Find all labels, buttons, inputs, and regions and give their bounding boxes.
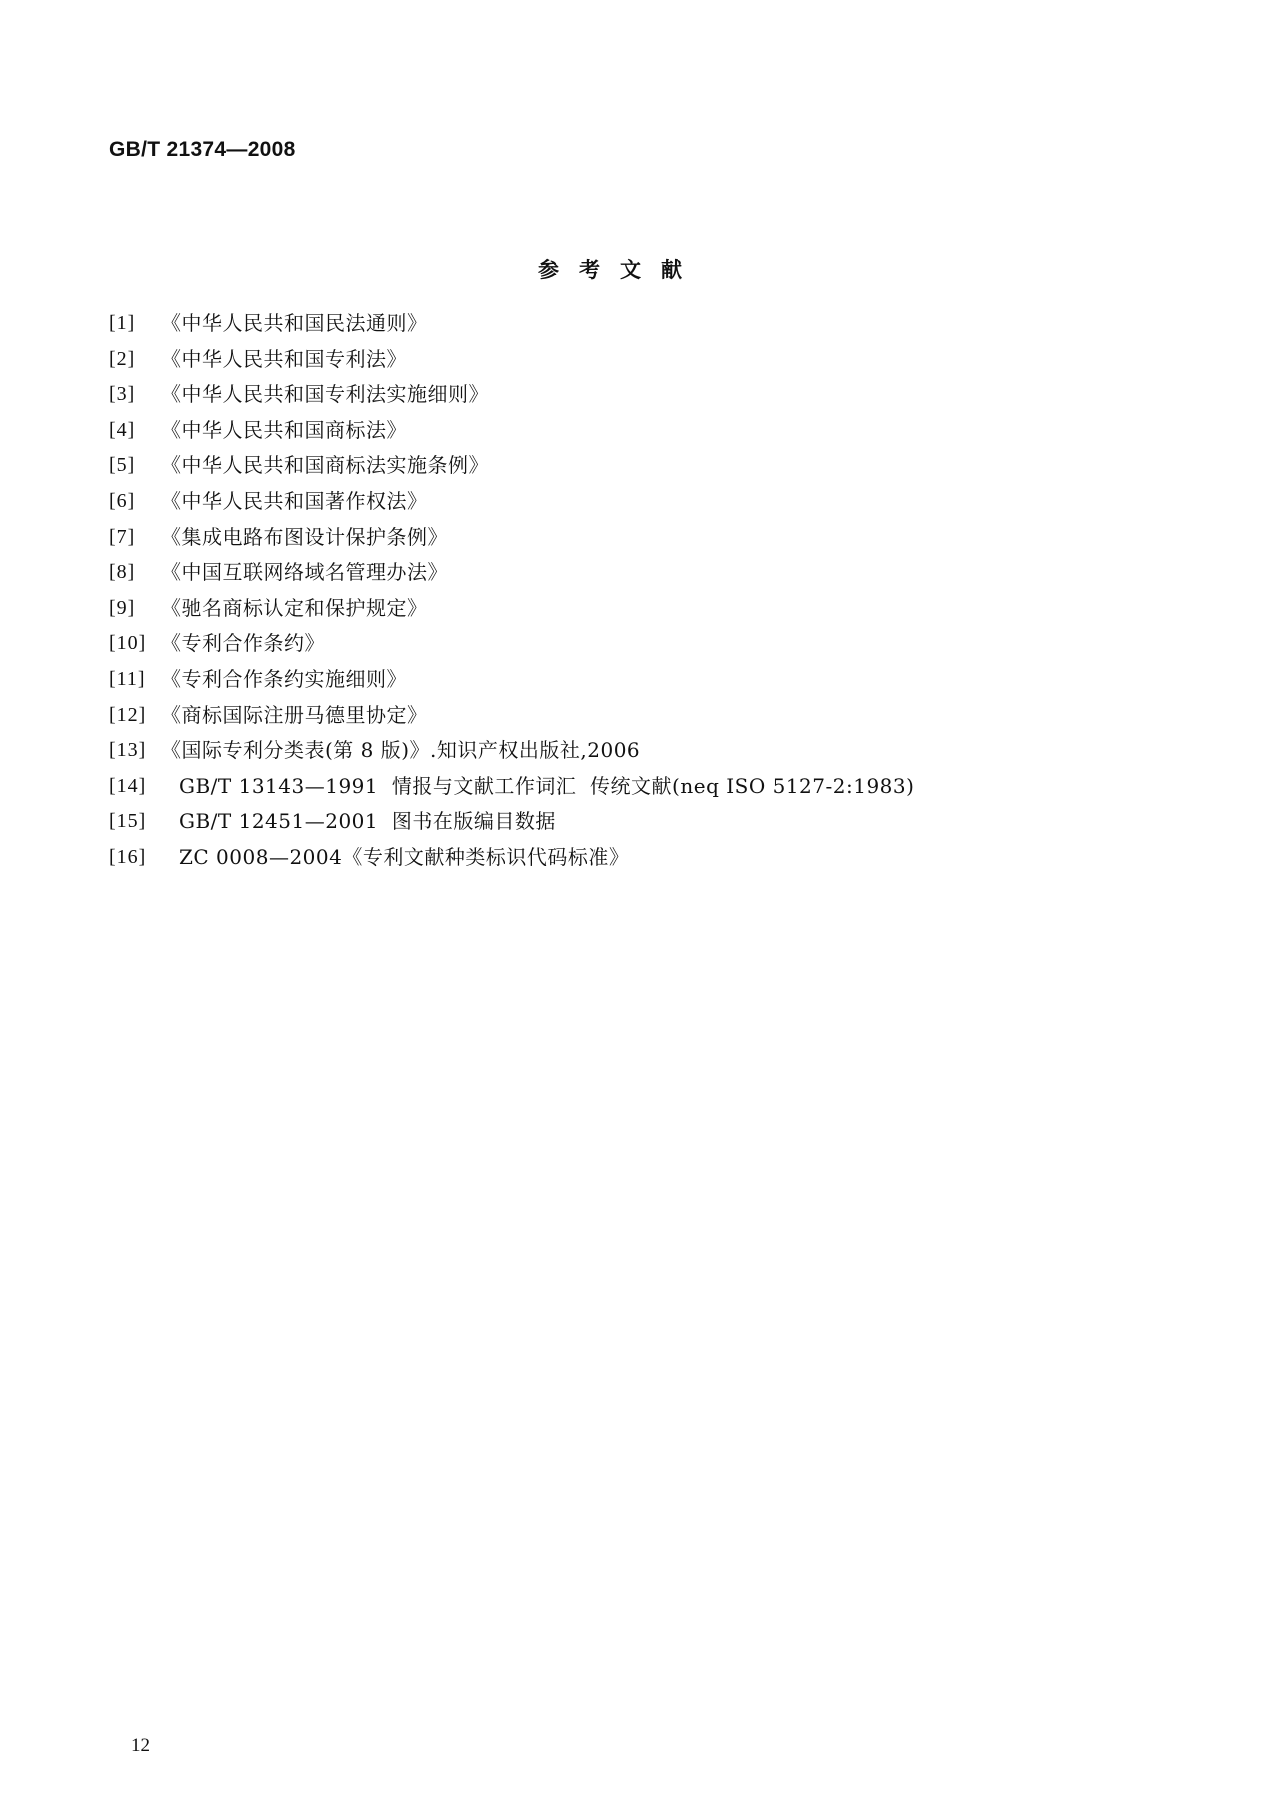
reference-number: [7]	[109, 525, 136, 548]
reference-item	[109, 804, 914, 840]
reference-list	[109, 306, 914, 876]
reference-text: 《中华人民共和国商标法实施条例》	[161, 453, 489, 478]
reference-text: ZC 0008—2004《专利文献种类标识代码标准》	[179, 844, 630, 869]
reference-item	[109, 306, 914, 342]
reference-item	[109, 377, 914, 413]
reference-item	[109, 840, 914, 876]
reference-number: [6]	[109, 489, 136, 512]
reference-number: [4]	[109, 418, 136, 441]
reference-item	[109, 626, 914, 662]
reference-text: 《中华人民共和国专利法实施细则》	[161, 382, 489, 407]
reference-item	[109, 733, 914, 769]
reference-text: GB/T 12451—2001 图书在版编目数据	[179, 809, 556, 834]
section-title: 参考文献	[538, 258, 702, 282]
reference-text: 《中华人民共和国著作权法》	[161, 488, 428, 513]
reference-text: 《专利合作条约实施细则》	[161, 666, 407, 691]
reference-item	[109, 769, 914, 805]
reference-number: [9]	[109, 596, 136, 619]
page-number: 12	[131, 1735, 150, 1756]
reference-number: [8]	[109, 561, 136, 584]
reference-item	[109, 413, 914, 449]
reference-number: [15]	[109, 810, 147, 833]
reference-number: [5]	[109, 454, 136, 477]
reference-number: [13]	[109, 739, 147, 762]
reference-number: [14]	[109, 774, 147, 797]
reference-item	[109, 555, 914, 591]
reference-text: 《中华人民共和国民法通则》	[161, 311, 428, 335]
reference-item	[109, 342, 914, 378]
reference-text: 《国际专利分类表(第 8 版)》.知识产权出版社,2006	[161, 738, 641, 763]
document-code: GB/T 21374—2008	[109, 138, 296, 161]
reference-text: 《商标国际注册马德里协定》	[161, 702, 428, 727]
reference-item	[109, 484, 914, 520]
reference-number: [10]	[109, 632, 147, 655]
reference-number: [12]	[109, 703, 147, 726]
reference-number: [3]	[109, 383, 136, 406]
reference-number: [16]	[109, 845, 147, 868]
reference-text: 《中华人民共和国商标法》	[161, 417, 407, 442]
reference-item	[109, 520, 914, 556]
reference-item	[109, 698, 914, 734]
reference-text: 《中国互联网络域名管理办法》	[161, 560, 448, 585]
reference-text: 《驰名商标认定和保护规定》	[161, 595, 428, 620]
reference-text: GB/T 13143—1991 情报与文献工作词汇 传统文献(neq ISO 5127-2:1983)	[179, 773, 915, 798]
reference-number: [11]	[109, 667, 146, 690]
reference-item	[109, 591, 914, 627]
reference-text: 《中华人民共和国专利法》	[161, 346, 407, 371]
reference-item	[109, 448, 914, 484]
reference-number: [2]	[109, 347, 136, 370]
reference-text: 《集成电路布图设计保护条例》	[161, 524, 448, 549]
reference-item	[109, 662, 914, 698]
reference-text: 《专利合作条约》	[161, 631, 325, 656]
reference-number: [1]	[109, 312, 136, 334]
